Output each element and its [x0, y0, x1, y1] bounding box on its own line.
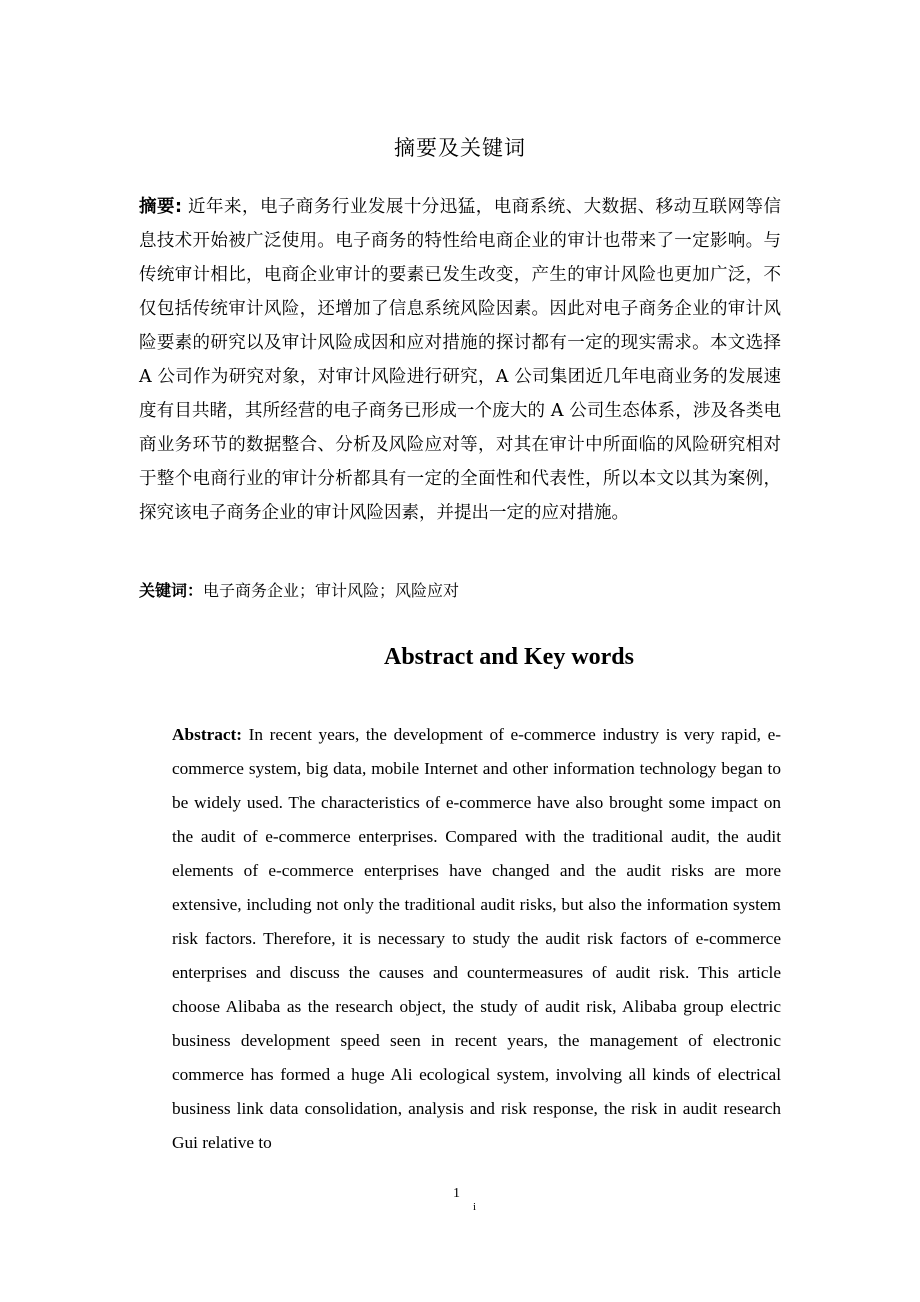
chinese-keywords-text: 电子商务企业；审计风险；风险应对 — [203, 581, 460, 600]
chinese-keywords-label: 关键词： — [139, 581, 204, 600]
chinese-abstract — [139, 190, 781, 530]
chinese-title: 摘要及关键词 — [394, 136, 526, 160]
english-abstract-label: Abstract: — [172, 725, 243, 744]
page-roman-numeral: i — [473, 1201, 477, 1213]
page-number: 1 — [453, 1186, 460, 1201]
chinese-abstract-text: 近年来，电子商务行业发展十分迅猛，电商系统、大数据、移动互联网等信息技术开始被广泛使用。电子商务的特性给电商企业的审计也带来了一定影响。与传统审计相比，电商企业审计的要素已发生改变，产生的审计风险也更加广泛，不仅包括传统审计风险，还增加了信息系统风险因素。因此对电子商务企业的审计风险要素的研究以及审计风险成因和应对措施的探讨都有一定的现实需求。本文选择 A 公司作为研究对象，对审计风险进行研究，A 公司集团近几年电商业务的发展速度有目共睹，其所经营的电子商务已形成一个庞大的 A 公司生态体系，涉及各类电商业务环节的数据整合、分析及风险应对等，对其在审计中所面临的风险研究相对于整个电商行业的审计分析都具有一定的全面性和代表性，所以本文以其为案例，探究该电子商务企业的审计风险因素，并提出一定的应对措施。 — [139, 197, 781, 523]
english-abstract-text: In recent years, the development of e-commerce industry is very rapid, e-commerce system, big data, mobile Internet and other information technology began to be widely used. The characteristics of e-commerce have also brought some impact on the audit of e-commerce enterprises. Compared with the traditional audit, the audit elements of e-commerce enterprises have changed and the audit risks are more extensive, including not only the traditional audit risks, but also the information system risk factors. Therefore, it is necessary to study the audit risk factors of e-commerce enterprises and discuss the causes and countermeasures of audit risk. This article choose Alibaba as the research object, the study of audit risk, Alibaba group electric business development speed seen in recent years, the management of electronic commerce has formed a huge Ali ecological system, involving all kinds of electrical business link data consolidation, analysis and risk response, the risk in audit research Gui relative to — [172, 725, 781, 1152]
english-title: Abstract and Key words — [384, 644, 634, 670]
chinese-keywords — [139, 576, 781, 606]
english-abstract — [172, 718, 781, 1160]
chinese-abstract-label: 摘要: — [139, 197, 182, 217]
